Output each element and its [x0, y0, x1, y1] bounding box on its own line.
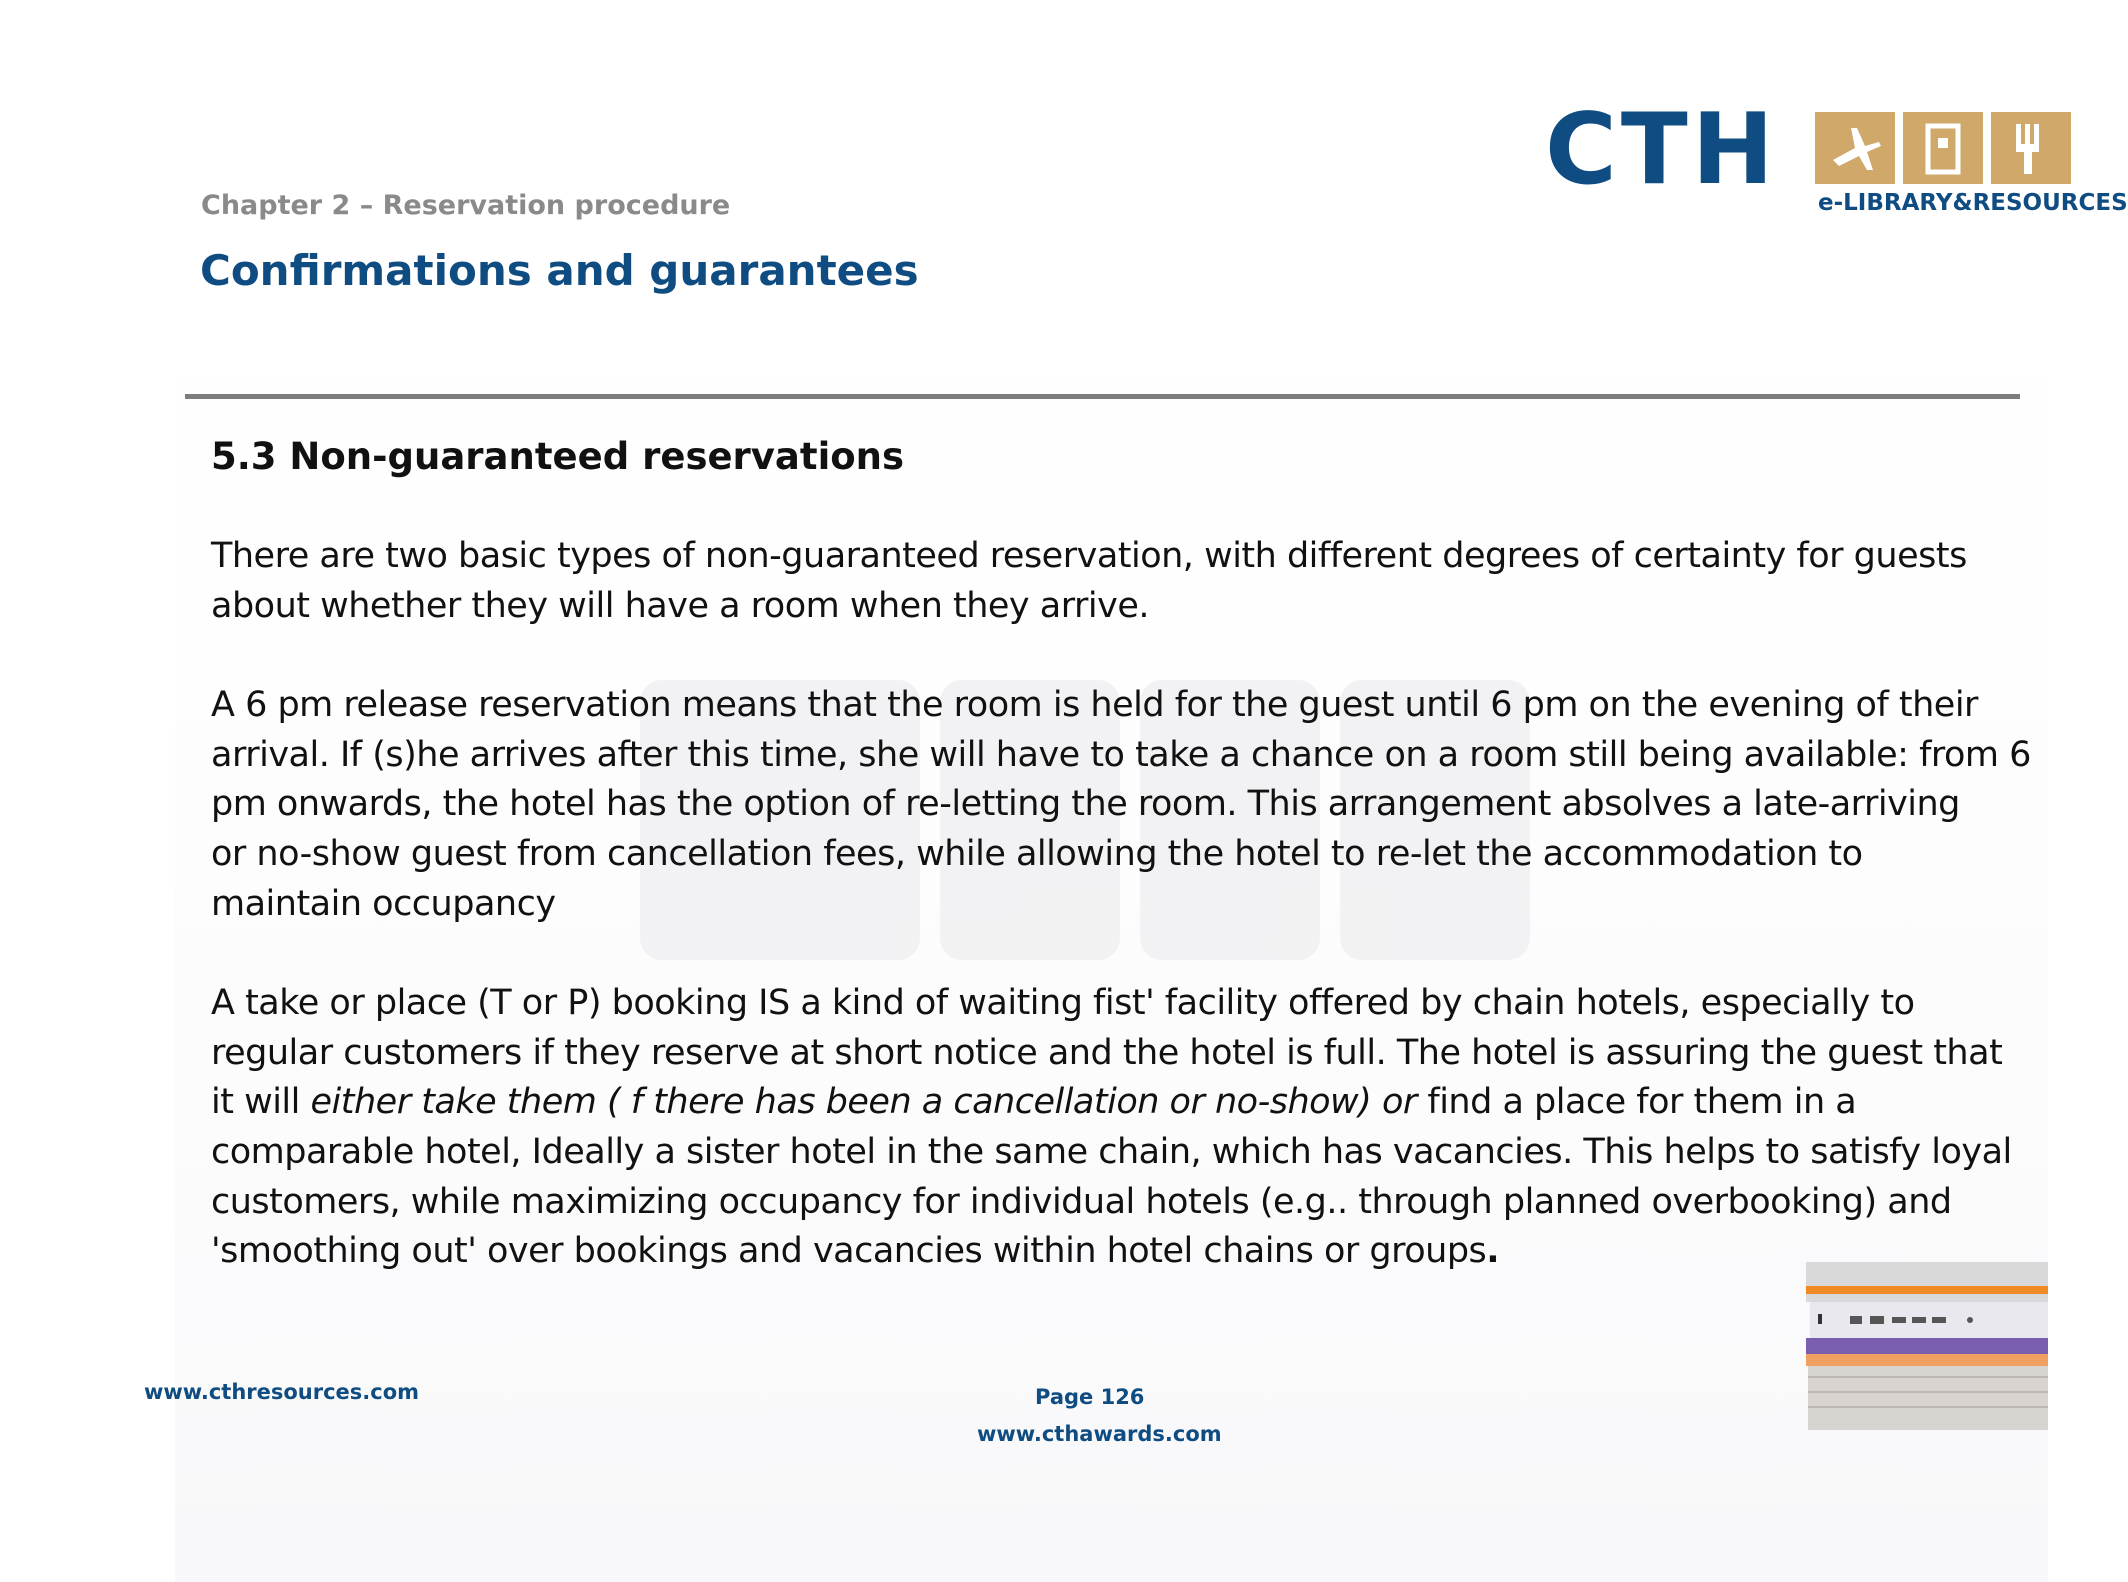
paragraph-line: or no-show guest from cancellation fees, while allowing the hotel to re-let the accommodation to	[211, 833, 1863, 874]
paragraph-line	[211, 1078, 2011, 1128]
chapter-label: Chapter 2 – Reservation procedure	[201, 190, 731, 221]
logo-tiles	[1815, 112, 2071, 184]
laptop-books-image	[1800, 1262, 2048, 1432]
footer-awards-link[interactable]: www.cthawards.com	[977, 1422, 1222, 1446]
paragraph-line: customers, while maximizing occupancy for individual hotels (e.g.. through planned overbooking) and	[211, 1181, 1952, 1222]
cth-logo	[1545, 93, 2128, 220]
footer-resources-link[interactable]: www.cthresources.com	[144, 1380, 420, 1404]
paragraph-line: A 6 pm release reservation means that the room is held for the guest until 6 pm on the evening of their	[211, 685, 1978, 726]
italic-text-run: either take them ( f there has been a cancellation or no-show) or	[310, 1082, 1417, 1123]
paragraph-line: comparable hotel, Ideally a sister hotel in the same chain, which has vacancies. This helps to satisfy loyal	[211, 1131, 2012, 1172]
paragraph-line: A take or place (T or P) booking IS a kind of waiting fist' facility offered by chain hotels, especially to	[211, 983, 1915, 1024]
text-run: 'smoothing out' over bookings and vacancies within hotel chains or groups	[211, 1231, 1487, 1272]
paragraph-line: regular customers if they reserve at short notice and the hotel is full. The hotel is assuring the guest that	[211, 1032, 2003, 1073]
airplane-icon	[1815, 112, 1895, 184]
page-title: Confirmations and guarantees	[200, 246, 919, 295]
building-icon	[1903, 112, 1983, 184]
paragraph-line: pm onwards, the hotel has the option of re-letting the room. This arrangement absolves a late-arriving	[211, 784, 1960, 825]
paragraph-line: maintain occupancy	[211, 883, 556, 924]
cutlery-icon	[1991, 112, 2071, 184]
header-divider	[185, 394, 2020, 399]
paragraph-intro	[211, 532, 2011, 631]
logo-subtitle: e-LIBRARY&RESOURCES	[1818, 190, 2128, 216]
main-content	[211, 432, 2031, 1327]
paragraph-take-or-place	[211, 979, 2011, 1277]
paragraph-6pm-release	[211, 681, 2031, 929]
paragraph-line: arrival. If (s)he arrives after this time, she will have to take a chance on a room still being available: from 6	[211, 734, 2031, 775]
paragraph-line: There are two basic types of non-guaranteed reservation, with different degrees of certainty for guests	[211, 536, 1967, 576]
page-number: Page 126	[1035, 1385, 1145, 1409]
paragraph-line	[211, 1227, 2011, 1277]
text-run: find a place for them in a	[1416, 1082, 1857, 1123]
section-subheading: 5.3 Non-guaranteed reservations	[211, 435, 905, 478]
bold-period: .	[1486, 1231, 1500, 1272]
text-run: it will	[211, 1082, 311, 1123]
paragraph-line: about whether they will have a room when they arrive.	[211, 585, 1149, 626]
logo-wordmark: CTH	[1545, 93, 1778, 207]
